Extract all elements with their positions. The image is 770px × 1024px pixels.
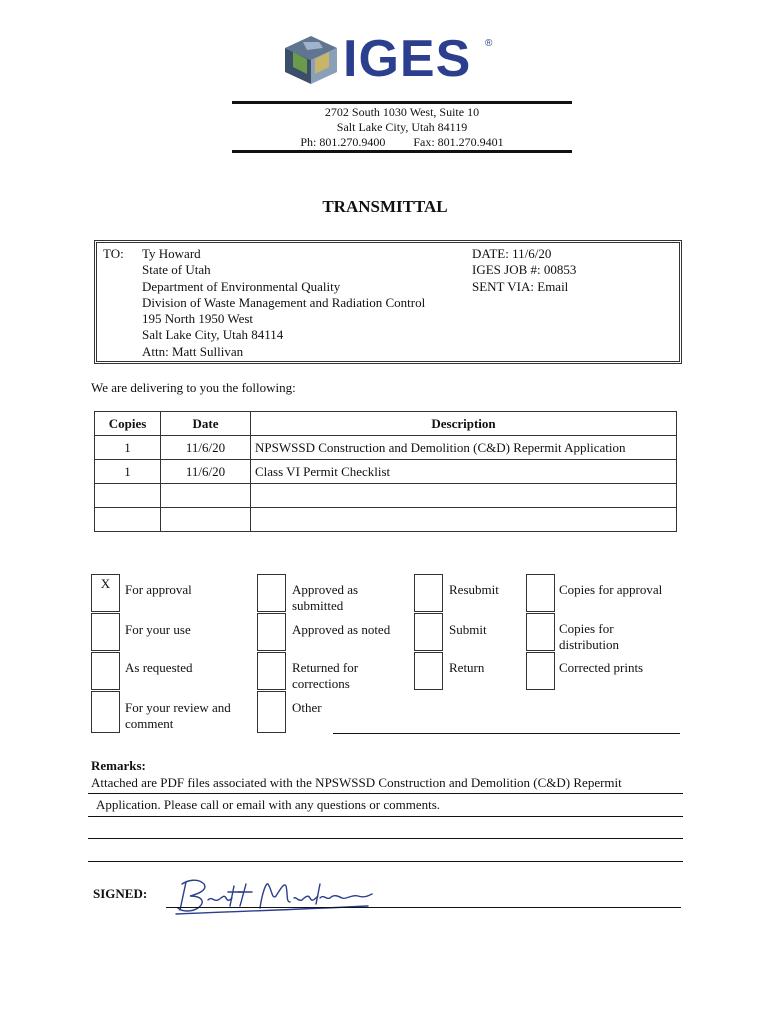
copies-for-distribution-label: Copies for distribution [559, 621, 619, 652]
recipient-address [142, 246, 425, 360]
transmittal-meta [472, 246, 576, 295]
to-label: TO: [103, 246, 124, 261]
for-approval-checkbox[interactable]: X [91, 574, 120, 612]
table-header-row [95, 412, 677, 436]
address-bottom-rule [232, 150, 572, 153]
address-line2: Salt Lake City, Utah 84119 [336, 120, 468, 134]
for-approval-label: For approval [125, 582, 192, 597]
recipient-line: State of Utah [142, 262, 211, 278]
remarks-heading: Remarks: [91, 758, 146, 773]
page-title: TRANSMITTAL [322, 197, 448, 216]
date-field: DATE: 11/6/20 [472, 246, 552, 261]
approved-as-noted-checkbox[interactable] [257, 613, 286, 651]
remarks-rule [88, 793, 683, 794]
copies-for-approval-label: Copies for approval [559, 582, 663, 597]
copies-cell: 1 [95, 460, 161, 484]
approved-as-submitted-label: Approved as submitted [292, 582, 359, 613]
signature-line[interactable] [166, 907, 681, 908]
date-header: Date [161, 412, 251, 436]
copies-for-distribution-checkbox[interactable] [526, 613, 555, 651]
as-requested-label: As requested [125, 660, 193, 675]
address-line1: 2702 South 1030 West, Suite 10 [324, 105, 480, 119]
recipient-box [94, 240, 682, 364]
address-fax: Fax: 801.270.9401 [413, 135, 504, 149]
description-cell: Class VI Permit Checklist [251, 460, 677, 484]
remarks-line1: Attached are PDF files associated with the NPSWSSD Construction and Demolition (C&D) Repermit [91, 775, 622, 790]
other-specify-line[interactable] [333, 733, 680, 734]
signature-image [168, 872, 378, 922]
approved-as-noted-label: Approved as noted [292, 622, 391, 637]
delivering-text: We are delivering to you the following: [91, 380, 296, 395]
returned-for-corrections-label: Returned for corrections [292, 660, 359, 691]
table-row [95, 484, 677, 508]
iges-logo [283, 30, 503, 92]
registered-mark: ® [485, 38, 493, 49]
date-cell [161, 484, 251, 508]
date-cell: 11/6/20 [161, 436, 251, 460]
address-contact [232, 135, 572, 150]
copies-cell [95, 484, 161, 508]
description-cell: NPSWSSD Construction and Demolition (C&D) Repermit Application [251, 436, 677, 460]
recipient-line: 195 North 1950 West [142, 311, 254, 327]
table-row [95, 436, 677, 460]
returned-for-corrections-checkbox[interactable] [257, 652, 286, 690]
corrected-prints-label: Corrected prints [559, 660, 644, 675]
remarks-line2: Application. Please call or email with any questions or comments. [96, 797, 441, 812]
as-requested-checkbox[interactable] [91, 652, 120, 690]
copies-cell: 1 [95, 436, 161, 460]
other-checkbox[interactable] [257, 691, 286, 733]
remarks-rule [88, 861, 683, 862]
table-row [95, 460, 677, 484]
resubmit-checkbox[interactable] [414, 574, 443, 612]
resubmit-label: Resubmit [449, 582, 499, 597]
return-checkbox[interactable] [414, 652, 443, 690]
approved-as-submitted-checkbox[interactable] [257, 574, 286, 612]
job-number-field: IGES JOB #: 00853 [472, 262, 577, 278]
address-top-rule [232, 101, 572, 104]
for-your-use-checkbox[interactable] [91, 613, 120, 651]
description-cell [251, 508, 677, 532]
recipient-line: Ty Howard [142, 246, 201, 261]
date-cell [161, 508, 251, 532]
recipient-line: Attn: Matt Sullivan [142, 343, 244, 359]
corrected-prints-checkbox[interactable] [526, 652, 555, 690]
signed-label: SIGNED: [93, 886, 148, 901]
recipient-line: Department of Environmental Quality [142, 278, 341, 294]
submit-checkbox[interactable] [414, 613, 443, 651]
sent-via-field: SENT VIA: Email [472, 278, 569, 294]
for-review-label: For your review and comment [125, 700, 231, 731]
items-table [94, 411, 677, 532]
recipient-line: Division of Waste Management and Radiation Control [142, 294, 426, 310]
copies-header: Copies [95, 412, 161, 436]
remarks-rule [88, 838, 683, 839]
description-cell [251, 484, 677, 508]
address-phone: Ph: 801.270.9400 [300, 135, 386, 149]
return-label: Return [449, 660, 485, 675]
table-row [95, 508, 677, 532]
recipient-line: Salt Lake City, Utah 84114 [142, 327, 284, 343]
copies-for-approval-checkbox[interactable] [526, 574, 555, 612]
other-label: Other [292, 700, 322, 715]
for-review-checkbox[interactable] [91, 691, 120, 733]
address-block [232, 105, 572, 150]
logo-wordmark: IGES [343, 30, 472, 88]
date-cell: 11/6/20 [161, 460, 251, 484]
cube-logo-icon [283, 34, 339, 86]
copies-cell [95, 508, 161, 532]
for-your-use-label: For your use [125, 622, 191, 637]
submit-label: Submit [449, 622, 487, 637]
description-header: Description [251, 412, 677, 436]
remarks-rule [88, 816, 683, 817]
